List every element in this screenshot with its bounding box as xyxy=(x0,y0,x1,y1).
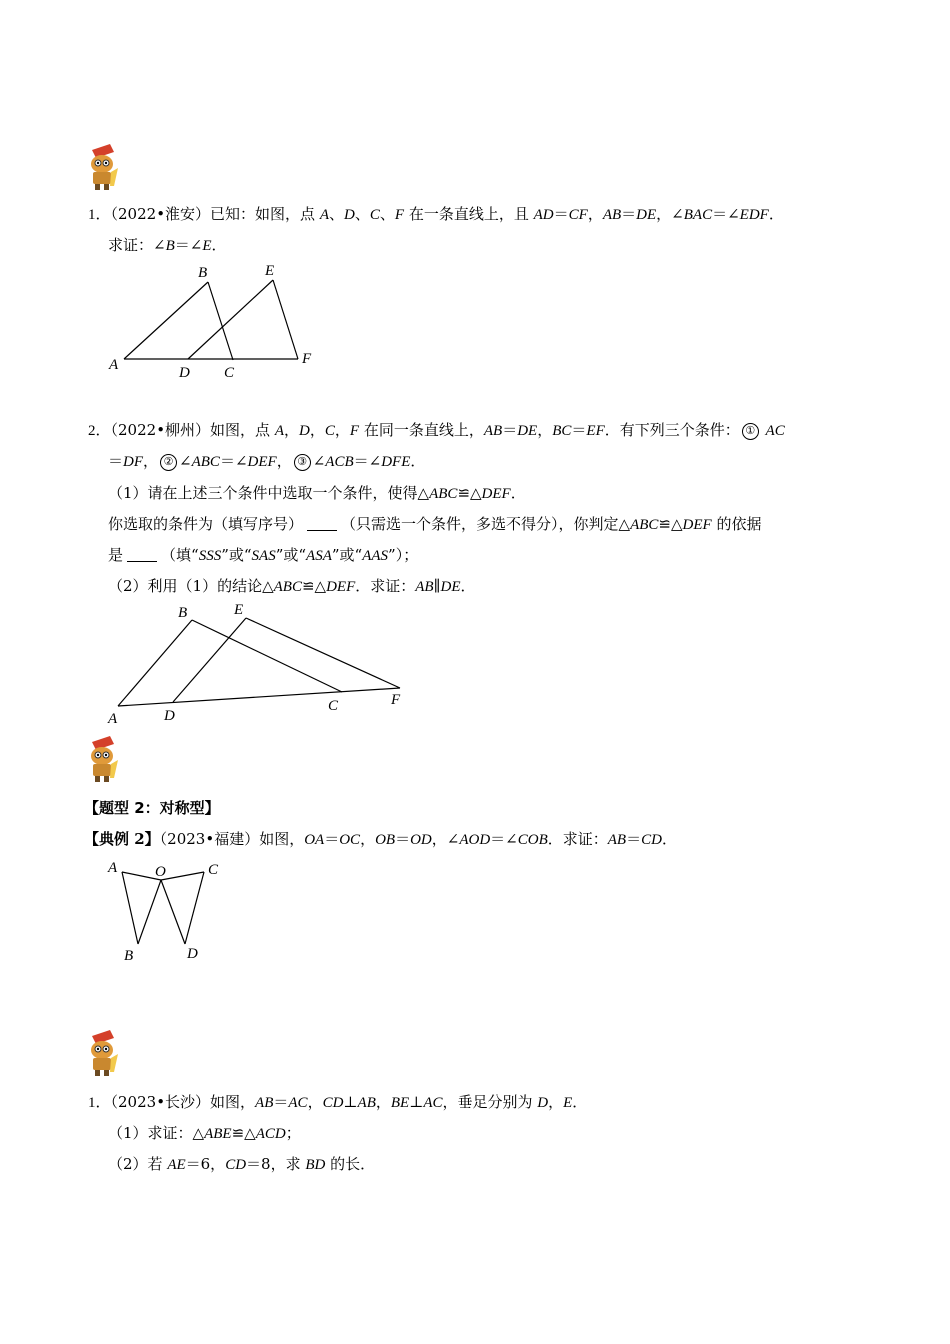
q3-text: ， xyxy=(375,1093,391,1111)
label-a: A xyxy=(109,357,119,373)
q1-text: 已知：如图，点 xyxy=(210,205,320,223)
q3-text: E xyxy=(563,1095,573,1111)
q1-text: ＝∠ xyxy=(712,205,740,223)
q2-text: 在同一条直线上， xyxy=(359,421,484,439)
segment-bc xyxy=(192,620,342,692)
q2-text: F xyxy=(349,423,360,439)
condition-2-marker: ② xyxy=(160,454,177,471)
q2-text: AB xyxy=(415,579,434,595)
label-d: D xyxy=(164,708,175,724)
q3-text: ＝ xyxy=(273,1093,289,1111)
q1-text: ，∠ xyxy=(656,205,684,223)
q1-text: AB xyxy=(602,207,622,223)
q2-text: AC xyxy=(765,423,785,439)
q2-line2 xyxy=(108,451,425,472)
q3-text: BE xyxy=(390,1095,410,1111)
label-e: E xyxy=(265,263,275,279)
q2-text: ， xyxy=(143,452,159,470)
condition-3-marker: ③ xyxy=(294,454,311,471)
q2-text: ．有下列三个条件： xyxy=(604,421,740,439)
q1-text: AD xyxy=(533,207,554,223)
q3-text: CD xyxy=(225,1157,247,1173)
segment-ab xyxy=(122,872,138,944)
q3-text: AC xyxy=(288,1095,308,1111)
q3-text: AB xyxy=(357,1095,376,1111)
example-text: COB xyxy=(517,832,548,848)
q3-part1 xyxy=(108,1123,301,1144)
q3-text: （2）若 xyxy=(108,1155,168,1173)
q3-text: ACD xyxy=(255,1126,286,1142)
example-text: OD xyxy=(410,832,432,848)
example-text: OA xyxy=(304,832,325,848)
q2-source: （2022•柳州） xyxy=(110,421,211,439)
example-text: ， xyxy=(360,830,376,848)
q3-text: AE xyxy=(167,1157,186,1173)
q2-number: 2． xyxy=(88,423,111,439)
q3-text: AC xyxy=(423,1095,443,1111)
q3-text: ⊥ xyxy=(409,1093,424,1111)
segment-bo xyxy=(138,880,161,944)
q1-text: B xyxy=(165,238,175,254)
q2-text: ， xyxy=(537,421,553,439)
q2-text: ACB xyxy=(325,454,354,470)
mascot-pencil-icon xyxy=(84,1028,120,1078)
q2-text: （填“ xyxy=(161,546,199,564)
q2-text: 你选取的条件为（填写序号） xyxy=(108,515,304,533)
q3-part2 xyxy=(108,1154,375,1175)
q2-text: DEF xyxy=(682,517,712,533)
q3-text: （1）求证：△ xyxy=(108,1124,205,1142)
q2-text: （只需选一个条件，多选不得分），你判定△ xyxy=(341,515,631,533)
q2-text: ＝∠ xyxy=(219,452,248,470)
answer-blank-1[interactable] xyxy=(307,516,337,531)
q2-text: ∥ xyxy=(433,577,441,595)
q2-text: ， xyxy=(334,421,350,439)
q2-text: ”或“ xyxy=(221,546,252,564)
label-f: F xyxy=(391,692,401,708)
q2-part1c xyxy=(108,545,418,566)
q2-text: AB xyxy=(483,423,503,439)
q1-text: 、 xyxy=(379,205,395,223)
q2-figure xyxy=(100,598,420,730)
segment-de xyxy=(173,618,246,702)
q2-text: ， xyxy=(309,421,325,439)
label-d: D xyxy=(179,365,190,381)
q1-text: BAC xyxy=(683,207,713,223)
label-b: B xyxy=(178,605,188,621)
q3-text: BD xyxy=(305,1157,326,1173)
segment-dc xyxy=(185,872,204,944)
q2-text: ＝∠ xyxy=(353,452,382,470)
q2-text: DE xyxy=(440,579,461,595)
q2-text: ABC xyxy=(429,486,458,502)
q1-text: F xyxy=(394,207,405,223)
q2-text: 是 xyxy=(108,546,124,564)
q2-text: ． xyxy=(460,577,476,595)
segment-oc xyxy=(161,872,204,880)
example-text: OB xyxy=(375,832,396,848)
segment-de xyxy=(188,280,273,359)
q2-text: ”）； xyxy=(388,546,419,564)
q1-text: CF xyxy=(568,207,588,223)
label-f: F xyxy=(302,351,312,367)
example-text: CD xyxy=(641,832,662,848)
q1-text: 求证：∠ xyxy=(108,236,166,254)
q2-text: ABC xyxy=(191,454,220,470)
q3-text: ； xyxy=(285,1124,301,1142)
example-text: OC xyxy=(339,832,361,848)
q3-number: 1． xyxy=(88,1095,111,1111)
q2-text: ≌△ xyxy=(658,515,683,533)
q1-text: 、 xyxy=(329,205,345,223)
q2-text: DE xyxy=(517,423,538,439)
q2-text: C xyxy=(324,423,335,439)
mascot-pencil-icon xyxy=(84,734,120,784)
q3-text: D xyxy=(537,1095,549,1111)
label-e: E xyxy=(234,602,244,618)
example-text: ＝∠ xyxy=(490,830,518,848)
example-text: ＝ xyxy=(324,830,340,848)
label-a: A xyxy=(108,711,118,727)
q2-text: ， xyxy=(276,452,292,470)
mascot-pencil-icon xyxy=(84,142,120,192)
q3-text: ⊥ xyxy=(343,1093,358,1111)
example-text: ＝ xyxy=(395,830,411,848)
segment-ab xyxy=(124,282,208,359)
q2-text: （2）利用（1）的结论△ xyxy=(108,577,274,595)
example-text: ＝ xyxy=(626,830,642,848)
q2-part2 xyxy=(108,576,476,597)
q1-text: E xyxy=(202,238,212,254)
q2-text: SAS xyxy=(251,548,276,564)
condition-1-marker: ① xyxy=(742,423,759,440)
q1-number: 1． xyxy=(88,207,111,223)
q1-line2 xyxy=(108,235,227,256)
q2-text: ≌△ xyxy=(301,577,327,595)
label-a: A xyxy=(108,860,118,876)
q2-text: SSS xyxy=(198,548,222,564)
q2-text: ABC xyxy=(273,579,302,595)
q2-text: DEF xyxy=(326,579,356,595)
q2-text: DEF xyxy=(481,486,511,502)
q1-text: ． xyxy=(211,236,227,254)
q1-text: ， xyxy=(587,205,603,223)
q2-text: DFE xyxy=(381,454,411,470)
q2-text: ∠ xyxy=(179,452,192,470)
segment-ef xyxy=(273,280,298,359)
q1-text: ＝ xyxy=(621,205,637,223)
example-text: （2023•福建）如图， xyxy=(159,830,305,848)
q1-text: 在一条直线上，且 xyxy=(404,205,534,223)
example-text: ．求证： xyxy=(547,830,608,848)
example-text: AB xyxy=(607,832,627,848)
q3-text: ， xyxy=(548,1093,564,1111)
q3-text: ＝6， xyxy=(185,1155,226,1173)
q2-part1 xyxy=(108,483,526,504)
label-c: C xyxy=(328,698,339,714)
q2-text: ． xyxy=(510,484,526,502)
q2-text: DF xyxy=(123,454,144,470)
q3-text: ． xyxy=(572,1093,588,1111)
q2-text: D xyxy=(299,423,310,439)
q2-text: （1）请在上述三个条件中选取一个条件，使得△ xyxy=(108,484,430,502)
q2-text: ∠ xyxy=(312,452,326,470)
q1-source: （2022•淮安） xyxy=(110,205,211,223)
segment-af xyxy=(118,688,400,706)
q2-text: ”或“ xyxy=(275,546,307,564)
example-text: ． xyxy=(661,830,677,848)
q1-figure xyxy=(100,258,330,383)
q3-text: ，垂足分别为 xyxy=(442,1093,538,1111)
q2-part1b xyxy=(108,514,761,535)
q2-text: ＝ xyxy=(571,421,587,439)
q1-text: A xyxy=(319,207,329,223)
label-d: D xyxy=(187,946,198,962)
q3-text: ≌△ xyxy=(231,1124,256,1142)
q3-text: （2023•长沙）如图， xyxy=(110,1093,256,1111)
q2-text: ．求证： xyxy=(355,577,416,595)
segment-ef xyxy=(246,618,400,688)
q1-text: ＝∠ xyxy=(174,236,203,254)
q2-text: ABC xyxy=(630,517,659,533)
label-c: C xyxy=(208,862,219,878)
q2-text: AAS xyxy=(362,548,389,564)
label-b: B xyxy=(124,948,134,964)
section-heading: 【题型 2：对称型】 xyxy=(84,799,220,817)
q3-text: ABE xyxy=(204,1126,232,1142)
label-c: C xyxy=(224,365,235,381)
q1-text: 、 xyxy=(354,205,370,223)
q2-text: ＝ xyxy=(502,421,518,439)
q1-text: ＝ xyxy=(553,205,569,223)
segment-od xyxy=(161,880,185,944)
q3-text: 的长． xyxy=(325,1155,376,1173)
label-b: B xyxy=(198,265,208,281)
answer-blank-2[interactable] xyxy=(127,547,157,562)
q3-text: CD xyxy=(322,1095,344,1111)
q2-text: ≌△ xyxy=(457,484,482,502)
q3-text: ， xyxy=(307,1093,323,1111)
example-2-figure xyxy=(100,852,240,967)
q2-text: ． xyxy=(410,452,426,470)
label-o: O xyxy=(155,864,166,880)
q1-text: ． xyxy=(768,205,784,223)
q3-text: ＝8，求 xyxy=(246,1155,306,1173)
q2-text: 如图，点 xyxy=(210,421,275,439)
example-label: 【典例 2】 xyxy=(84,830,160,848)
q2-text: DEF xyxy=(247,454,277,470)
q2-text: ， xyxy=(284,421,300,439)
example-text: AOD xyxy=(459,832,491,848)
q2-line1 xyxy=(88,420,785,441)
example-2-line xyxy=(84,829,677,850)
q1-text: C xyxy=(369,207,380,223)
q1-text: DE xyxy=(636,207,657,223)
q2-text: EF xyxy=(586,423,605,439)
example-text: ，∠ xyxy=(431,830,460,848)
q2-text: ”或“ xyxy=(331,546,363,564)
q2-text: 的依据 xyxy=(711,515,762,533)
q1-text: EDF xyxy=(739,207,769,223)
q2-text: ＝ xyxy=(108,452,124,470)
q3-text: AB xyxy=(255,1095,274,1111)
q3-line1 xyxy=(88,1092,587,1113)
q2-text: ASA xyxy=(306,548,332,564)
q2-text: BC xyxy=(552,423,572,439)
q1-text: D xyxy=(344,207,355,223)
q2-text: A xyxy=(274,423,284,439)
q1-line1 xyxy=(88,204,784,225)
